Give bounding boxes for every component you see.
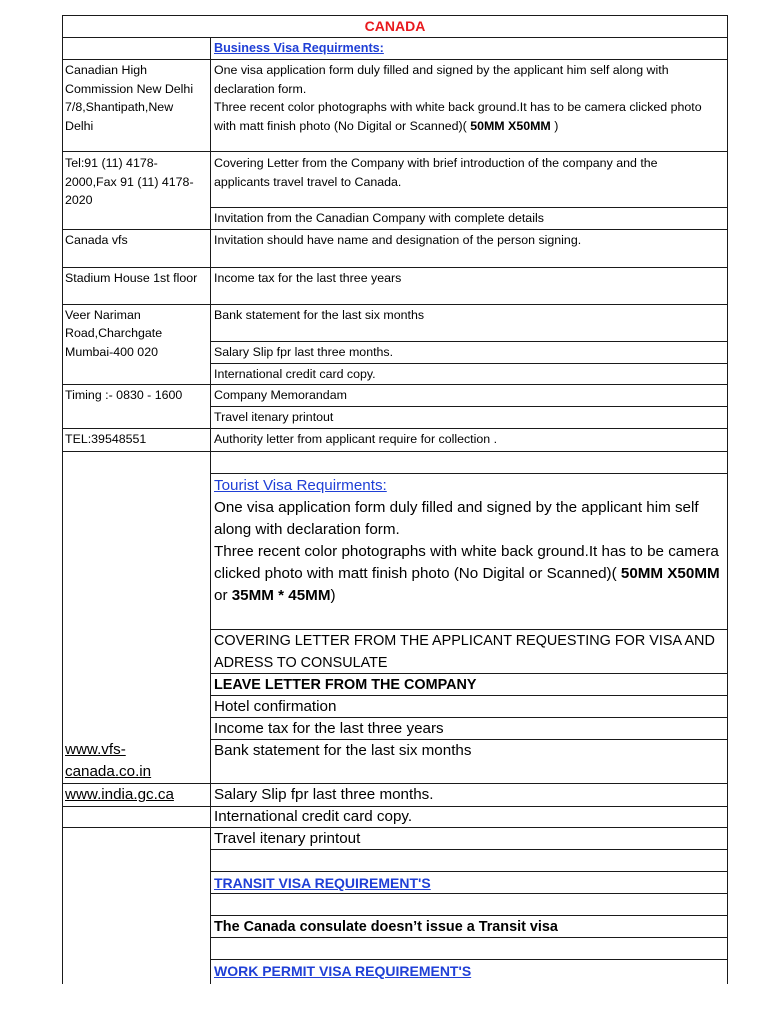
- vfs-phone: TEL:39548551: [65, 432, 147, 446]
- grid-line: [62, 304, 728, 305]
- office-phone-line-2: 2000,Fax 91 (11) 4178-: [65, 175, 194, 189]
- grid-line: [62, 151, 728, 152]
- tourist-req-line: Three recent color photographs with white back ground.It has to be camera: [214, 543, 719, 560]
- tourist-req-line: Hotel confirmation: [214, 698, 337, 715]
- grid-line: [727, 15, 728, 984]
- transit-visa-heading: TRANSIT VISA REQUIREMENT'S: [214, 875, 431, 891]
- text-run: clicked photo with matt finish photo (No Digital or Scanned)(: [214, 565, 621, 582]
- business-req-line: applicants travel travel to Canada.: [214, 175, 402, 189]
- grid-line: [210, 37, 211, 984]
- tourist-req-line: Travel itenary printout: [214, 830, 361, 847]
- grid-line: [62, 384, 728, 385]
- office-phone-line-1: Tel:91 (11) 4178-: [65, 156, 158, 170]
- business-req-line: Invitation from the Canadian Company with complete details: [214, 211, 544, 225]
- business-req-line: Salary Slip fpr last three months.: [214, 345, 394, 359]
- vfs-timing: Timing :- 0830 - 1600: [65, 388, 183, 402]
- transit-visa-note: The Canada consulate doesn’t issue a Transit visa: [214, 919, 558, 935]
- text-run: or: [214, 587, 232, 604]
- tourist-req-line: Salary Slip fpr last three months.: [214, 786, 434, 803]
- business-req-line: Company Memorandam: [214, 388, 347, 402]
- grid-line: [210, 207, 728, 208]
- business-req-line: One visa application form duly filled and signed by the applicant him self along with: [214, 63, 669, 77]
- business-visa-heading: Business Visa Requirments:: [214, 41, 384, 55]
- business-req-line: [214, 117, 558, 136]
- office-name-line-2: Commission New Delhi: [65, 82, 194, 96]
- business-req-line: International credit card copy.: [214, 367, 376, 381]
- tourist-req-line: [214, 563, 720, 585]
- vfs-label: Canada vfs: [65, 233, 128, 247]
- vfs-website-link[interactable]: www.vfs-: [65, 741, 126, 758]
- grid-line: [62, 59, 728, 60]
- grid-line: [210, 341, 728, 342]
- grid-line: [62, 15, 63, 984]
- business-req-line: Authority letter from applicant require for collection .: [214, 432, 498, 446]
- tourist-req-line: Bank statement for the last six months: [214, 742, 472, 759]
- tourist-req-line: along with declaration form.: [214, 521, 400, 538]
- tourist-visa-heading: Tourist Visa Requirments:: [214, 477, 387, 494]
- grid-line: [62, 428, 728, 429]
- vfs-road-line-1: Veer Nariman: [65, 308, 141, 322]
- text-run: ): [550, 119, 559, 133]
- vfs-city: Mumbai-400 020: [65, 345, 158, 359]
- tourist-req-line: LEAVE LETTER FROM THE COMPANY: [214, 677, 477, 693]
- office-phone-line-3: 2020: [65, 193, 93, 207]
- grid-line: [62, 37, 728, 38]
- tourist-req-line: ADRESS TO CONSULATE: [214, 655, 388, 671]
- photo-size: 50MM X50MM: [470, 119, 551, 133]
- text-run: with matt finish photo (No Digital or Scanned)(: [214, 119, 471, 133]
- grid-line: [210, 473, 728, 474]
- gc-website-link[interactable]: www.india.gc.ca: [65, 786, 174, 803]
- tourist-req-line: One visa application form duly filled and signed by the applicant him self: [214, 499, 699, 516]
- grid-line: [210, 406, 728, 407]
- page-title: CANADA: [364, 18, 426, 34]
- photo-size: 35MM * 45MM: [231, 587, 331, 604]
- vfs-website-link-cont[interactable]: canada.co.in: [65, 763, 152, 780]
- tourist-req-line: International credit card copy.: [214, 808, 413, 825]
- grid-line: [62, 451, 728, 452]
- vfs-road-line-2: Road,Charchgate: [65, 326, 163, 340]
- business-req-line: declaration form.: [214, 82, 307, 96]
- photo-size: 50MM X50MM: [620, 565, 720, 582]
- text-run: ): [330, 587, 336, 604]
- tourist-req-line: COVERING LETTER FROM THE APPLICANT REQUESTING FOR VISA AND: [214, 633, 715, 649]
- office-name-line-1: Canadian High: [65, 63, 147, 77]
- vfs-building: Stadium House 1st floor: [65, 271, 198, 285]
- tourist-req-line: Income tax for the last three years: [214, 720, 444, 737]
- business-req-line: Three recent color photographs with white back ground.It has to be camera clicked photo: [214, 100, 702, 114]
- business-req-line: Travel itenary printout: [214, 410, 334, 424]
- business-req-line: Income tax for the last three years: [214, 271, 402, 285]
- grid-line: [210, 363, 728, 364]
- business-req-line: Bank statement for the last six months: [214, 308, 425, 322]
- grid-line: [62, 267, 728, 268]
- work-permit-heading: WORK PERMIT VISA REQUIREMENT'S: [214, 963, 472, 979]
- tourist-req-line: [214, 585, 336, 607]
- office-address-line-2: Delhi: [65, 119, 94, 133]
- office-address-line-1: 7/8,Shantipath,New: [65, 100, 174, 114]
- business-req-line: Invitation should have name and designation of the person signing.: [214, 233, 582, 247]
- grid-line: [62, 229, 728, 230]
- business-req-line: Covering Letter from the Company with brief introduction of the company and the: [214, 156, 658, 170]
